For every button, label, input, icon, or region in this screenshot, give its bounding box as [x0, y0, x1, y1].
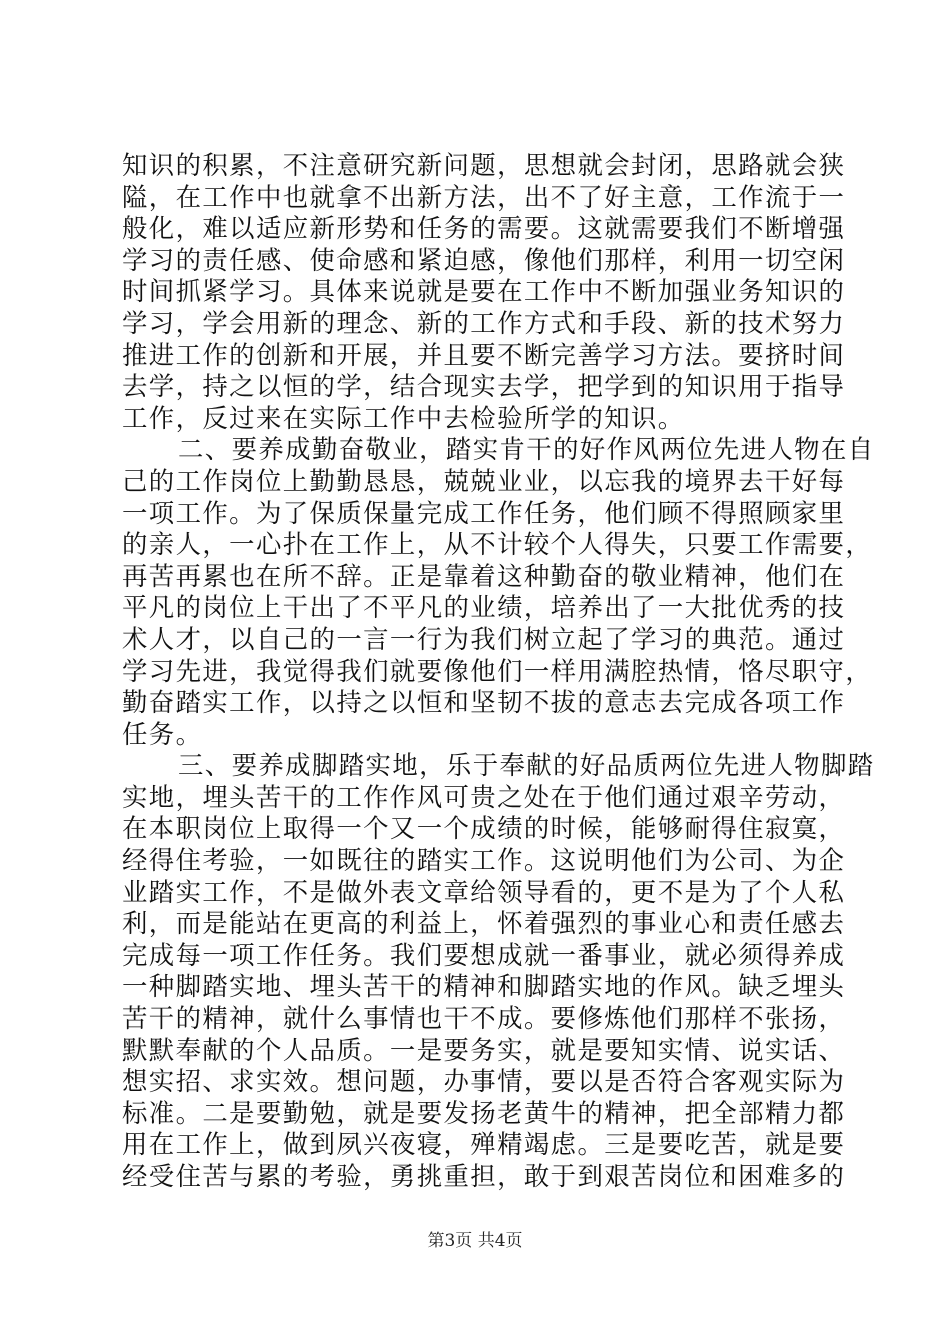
text-line: 实地，埋头苦干的工作作风可贵之处在于他们通过艰辛劳动，: [122, 781, 846, 812]
paragraph-1: [122, 150, 846, 434]
text-line: 学习，学会用新的理念、新的工作方式和手段、新的技术努力: [122, 307, 846, 338]
text-line: 经得住考验，一如既往的踏实工作。这说明他们为公司、为企: [122, 845, 846, 876]
text-line: 完成每一项工作任务。我们要想成就一番事业，就必须得养成: [122, 939, 846, 970]
text-line: 的亲人，一心扑在工作上，从不计较个人得失，只要工作需要，: [122, 529, 873, 560]
text-line: 用在工作上，做到夙兴夜寝，殚精竭虑。三是要吃苦，就是要: [122, 1129, 846, 1160]
text-line: 勤奋踏实工作，以持之以恒和坚韧不拔的意志去完成各项工作: [122, 687, 846, 718]
text-line: 默默奉献的个人品质。一是要务实，就是要知实情、说实话、: [122, 1034, 846, 1065]
text-line: 任务。: [122, 718, 203, 749]
text-line: 般化，难以适应新形势和任务的需要。这就需要我们不断增强: [122, 213, 846, 244]
text-line: 术人才，以自己的一言一行为我们树立起了学习的典范。通过: [122, 623, 846, 654]
text-line: 一项工作。为了保质保量完成工作任务，他们顾不得照顾家里: [122, 497, 846, 528]
text-line: 知识的积累，不注意研究新问题，思想就会封闭，思路就会狭: [122, 150, 846, 180]
paragraph-3: [122, 750, 875, 1192]
paragraph-2: [122, 434, 875, 750]
text-line: 平凡的岗位上干出了不平凡的业绩，培养出了一大批优秀的技: [122, 592, 846, 623]
text-line: 经受住苦与累的考验，勇挑重担，敢于到艰苦岗位和困难多的: [122, 1161, 846, 1191]
text-line: 业踏实工作，不是做外表文章给领导看的，更不是为了个人私: [122, 876, 846, 907]
document-body: [122, 150, 875, 1193]
text-line: 再苦再累也在所不辞。正是靠着这种勤奋的敬业精神，他们在: [122, 560, 846, 591]
text-line: 去学，持之以恒的学，结合现实去学，把学到的知识用于指导: [122, 371, 846, 402]
text-line: 一种脚踏实地、埋头苦干的精神和脚踏实地的作风。缺乏埋头: [122, 971, 846, 1002]
text-line: 己的工作岗位上勤勤恳恳，兢兢业业，以忘我的境界去干好每: [122, 465, 846, 496]
text-line: 推进工作的创新和开展，并且要不断完善学习方法。要挤时间: [122, 339, 846, 370]
text-line: 工作，反过来在实际工作中去检验所学的知识。: [122, 402, 685, 433]
text-line: 学习的责任感、使命感和紧迫感，像他们那样，利用一切空闲: [122, 244, 846, 275]
text-line: 隘，在工作中也就拿不出新方法，出不了好主意，工作流于一: [122, 181, 846, 212]
page-number-footer: 第3页 共4页: [427, 1231, 523, 1251]
text-line: 利，而是能站在更高的利益上，怀着强烈的事业心和责任感去: [122, 908, 846, 939]
text-line: 在本职岗位上取得一个又一个成绩的时候，能够耐得住寂寞，: [122, 813, 846, 844]
text-line: 苦干的精神，就什么事情也干不成。要修炼他们那样不张扬，: [122, 1003, 846, 1034]
text-line: 时间抓紧学习。具体来说就是要在工作中不断加强业务知识的: [122, 276, 846, 307]
text-line: 学习先进，我觉得我们就要像他们一样用满腔热情，恪尽职守，: [122, 655, 873, 686]
text-line: 标准。二是要勤勉，就是要发扬老黄牛的精神，把全部精力都: [122, 1097, 846, 1128]
text-line: 二、要养成勤奋敬业，踏实肯干的好作风两位先进人物在自: [178, 434, 875, 465]
text-line: 三、要养成脚踏实地，乐于奉献的好品质两位先进人物脚踏: [178, 750, 875, 781]
text-line: 想实招、求实效。想问题，办事情，要以是否符合客观实际为: [122, 1066, 846, 1097]
